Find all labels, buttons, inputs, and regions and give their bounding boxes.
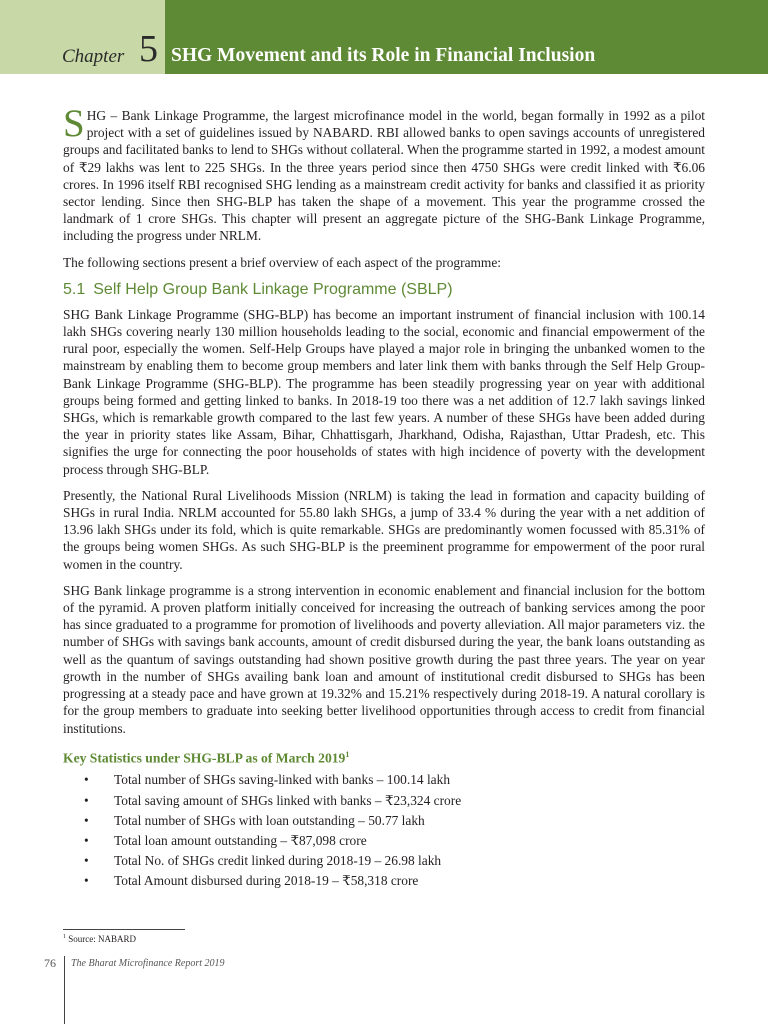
key-statistics-title: Key Statistics under SHG-BLP as of March 2019 xyxy=(63,750,346,766)
body-paragraph: SHG Bank Linkage Programme (SHG-BLP) has become an important instrument of financial inclusion with 100.14 lakh SHGs covering nearly 130 million households leading to the social, economic and financial empowerment of the rural poor, especially the women. Self-Help Groups have played a major role in bringing the unbanked women to the mainstream by enabling them to become group members and later link them with banks through the Self Help Group-Bank Linkage Programme (SHG-BLP). The programme has been steadily progressing year on year with additional groups being formed and getting linked to banks. In 2018-19 too there was a net addition of 12.7 lakh savings linked SHGs, which is remarkable growth compared to the last few years. A number of these SHGs have been added during the year in priority states like Assam, Bihar, Chhattisgarh, Jharkhand, Odisha, Rajasthan, Uttar Pradesh, etc. This signifies the urge for connecting the poor households of states with high incidence of poverty with the development process through SHG-BLP. xyxy=(63,306,705,477)
section-title: Self Help Group Bank Linkage Programme (SBLP) xyxy=(93,280,453,298)
body-paragraph: Presently, the National Rural Livelihoods Mission (NRLM) is taking the lead in formation and capacity building of SHGs in rural India. NRLM accounted for 55.80 lakh SHGs, a jump of 33.4 % during the year with a net addition of 13.96 lakh SHGs under its fold, which is quite remarkable. SHGs are predominantly women focussed with 85.31% of the groups being women SHGs. As such SHG-BLP is the preeminent programme for empowerment of the poor rural women in the country. xyxy=(63,487,705,572)
report-name: The Bharat Microfinance Report 2019 xyxy=(71,958,225,969)
intro-paragraph xyxy=(63,102,705,245)
page-body xyxy=(63,102,705,892)
section-heading xyxy=(63,280,705,300)
section-number: 5.1 xyxy=(63,280,86,298)
bullet-icon: • xyxy=(84,853,89,869)
overview-paragraph: The following sections present a brief overview of each aspect of the programme: xyxy=(63,254,502,270)
list-item xyxy=(63,851,705,871)
chapter-header xyxy=(0,0,768,74)
chapter-label: Chapter xyxy=(62,46,125,67)
intro-text: HG – Bank Linkage Programme, the largest microfinance model in the world, began formally in 1992 as a pilot project with a set of guidelines issued by NABARD. RBI allowed banks to open savings accounts of unregistered groups and facilitated banks to lend to SHGs without collateral. When the programme started in 1992, a modest amount of ₹29 lakhs was lent to 225 SHGs. In the three years period since then 4750 SHGs were credit linked with ₹6.06 crores. In 1996 itself RBI recognised SHG lending as a mainstream credit activity for banks and classified it as priority sector lending. Since then SHG-BLP has taken the shape of a movement. This year the programme crossed the landmark of 1 crore SHGs. This chapter will present an aggregate picture of the SHG-Bank Linkage Programme, including the progress under NRLM. xyxy=(63,108,705,244)
key-statistics-heading xyxy=(63,746,705,767)
footnote-reference: 1 xyxy=(345,749,350,759)
bullet-icon: • xyxy=(84,873,89,889)
bullet-icon: • xyxy=(84,772,89,788)
drop-cap: S xyxy=(63,102,85,145)
list-item-text: Total saving amount of SHGs linked with banks – ₹23,324 crore xyxy=(114,792,462,808)
chapter-number-panel xyxy=(0,0,165,74)
list-item xyxy=(63,811,705,831)
list-item-text: Total number of SHGs with loan outstanding – 50.77 lakh xyxy=(114,812,425,828)
footer-divider xyxy=(64,956,65,1024)
list-item xyxy=(63,770,705,790)
footnote xyxy=(63,934,136,944)
bullet-icon: • xyxy=(84,812,89,828)
list-item-text: Total Amount disbursed during 2018-19 – ₹58,318 crore xyxy=(114,873,419,889)
bullet-icon: • xyxy=(84,833,89,849)
chapter-number: 5 xyxy=(139,28,158,70)
key-statistics-list xyxy=(63,770,705,891)
chapter-title: SHG Movement and its Role in Financial Inclusion xyxy=(171,45,596,66)
footnote-marker: 1 xyxy=(63,934,66,940)
chapter-title-panel xyxy=(165,0,768,74)
list-item xyxy=(63,831,705,851)
footnote-text: Source: NABARD xyxy=(68,934,136,944)
bullet-icon: • xyxy=(84,792,89,808)
list-item xyxy=(63,871,705,891)
list-item-text: Total loan amount outstanding – ₹87,098 crore xyxy=(114,833,367,849)
list-item-text: Total No. of SHGs credit linked during 2018-19 – 26.98 lakh xyxy=(114,853,442,869)
page-number: 76 xyxy=(44,956,56,970)
footnote-divider xyxy=(63,929,185,930)
list-item-text: Total number of SHGs saving-linked with banks – 100.14 lakh xyxy=(114,772,451,788)
list-item xyxy=(63,791,705,811)
body-paragraph: SHG Bank linkage programme is a strong intervention in economic enablement and financial inclusion for the bottom of the pyramid. A proven platform initially conceived for increasing the outreach of banking services among the poor has since graduated to a programme for promotion of livelihoods and poverty alleviation. All major parameters viz. the number of SHGs with savings bank accounts, amount of credit disbursed during the year, the bank loans outstanding as well as the quantum of savings outstanding had shown positive growth during the past three years. The year on year growth in the number of SHGs availing bank loan and amount of institutional credit disbursed to SHGs has been progressing at a steady pace and have grown at 19.32% and 15.21% respectively during 2018-19. A natural corollary is for the group members to graduate into seeking better livelihood opportunities through access to credit from financial institutions. xyxy=(63,582,705,736)
